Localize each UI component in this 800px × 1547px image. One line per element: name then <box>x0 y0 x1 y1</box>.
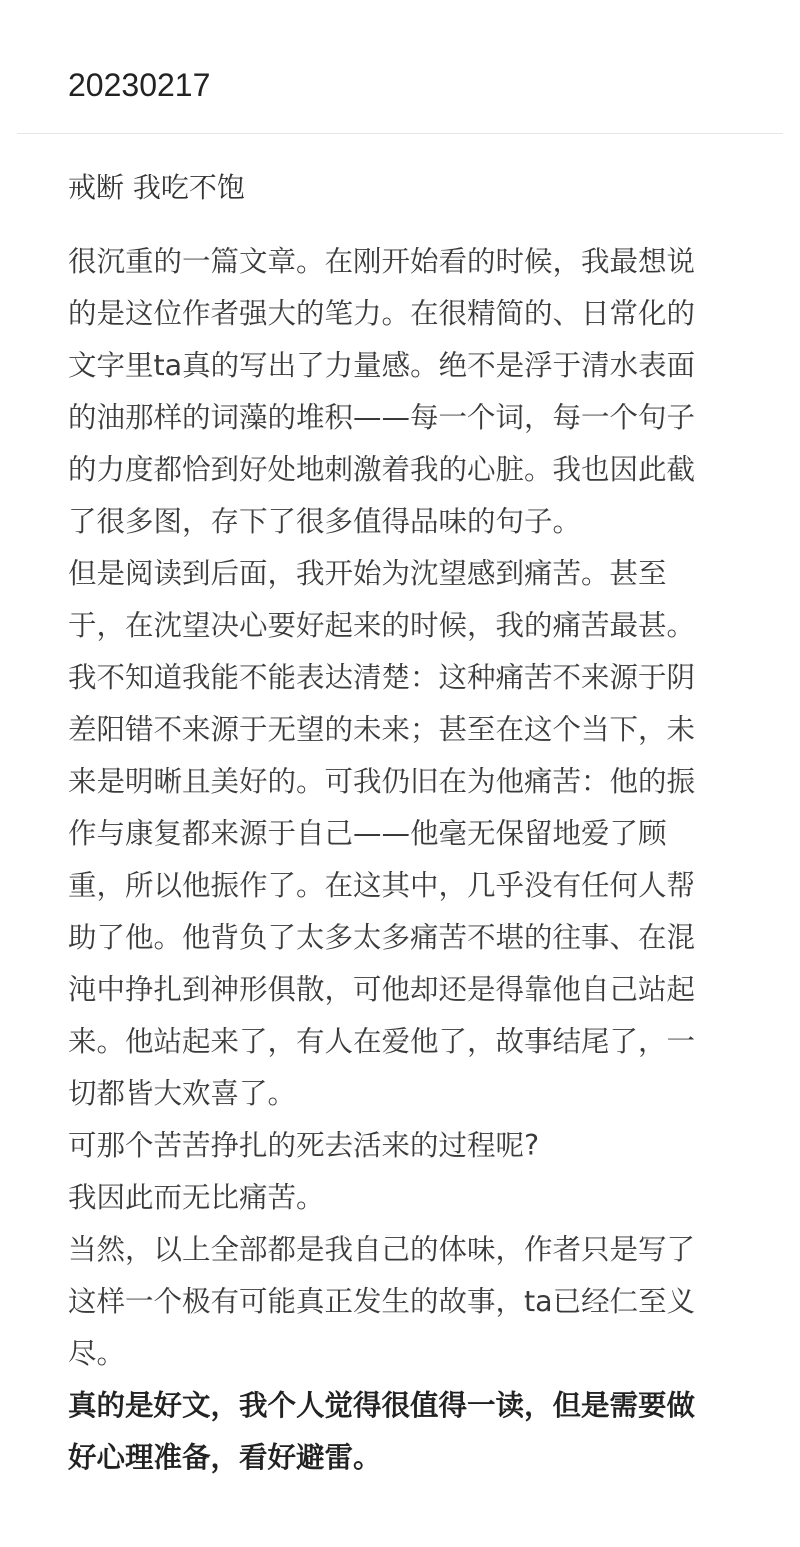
note-subtitle: 戒断 我吃不饱 <box>68 171 245 204</box>
text-line: 我不知道我能不能表达清楚：这种痛苦不来源于阴 <box>68 661 696 694</box>
text-line: 真的是好文，我个人觉得很值得一读，但是需要做 <box>68 1389 696 1422</box>
text-line: 当然，以上全部都是我自己的体味，作者只是写了 <box>68 1233 696 1266</box>
text-line: 重，所以他振作了。在这其中，几乎没有任何人帮 <box>68 869 696 902</box>
text-line: 的是这位作者强大的笔力。在很精简的、日常化的 <box>68 297 696 330</box>
text-line: 于，在沈望决心要好起来的时候，我的痛苦最甚。 <box>68 609 696 642</box>
text-line: 的油那样的词藻的堆积——每一个词，每一个句子 <box>68 401 696 434</box>
text-line: 作与康复都来源于自己——他毫无保留地爱了顾 <box>68 817 667 850</box>
text-line: 了很多图，存下了很多值得品味的句子。 <box>68 505 582 538</box>
text-line: 沌中挣扎到神形俱散，可他却还是得靠他自己站起 <box>68 973 696 1006</box>
text-line: 但是阅读到后面，我开始为沈望感到痛苦。甚至 <box>68 557 667 590</box>
text-line: 文字里ta真的写出了力量感。绝不是浮于清水表面 <box>68 349 696 382</box>
text-line: 我因此而无比痛苦。 <box>68 1181 325 1214</box>
text-line: 很沉重的一篇文章。在刚开始看的时候，我最想说 <box>68 245 696 278</box>
text-line: 这样一个极有可能真正发生的故事，ta已经仁至义 <box>68 1285 696 1318</box>
text-line: 差阳错不来源于无望的未来；甚至在这个当下，未 <box>68 713 696 746</box>
title-divider <box>17 133 783 134</box>
paragraph <box>68 236 748 548</box>
paragraph <box>68 1224 748 1380</box>
note-title: 20230217 <box>68 67 211 103</box>
text-line: 助了他。他背负了太多太多痛苦不堪的往事、在混 <box>68 921 696 954</box>
paragraph <box>68 1172 748 1224</box>
text-line: 尽。 <box>68 1337 126 1370</box>
note-body[interactable] <box>68 236 748 1484</box>
text-line: 好心理准备，看好避雷。 <box>68 1441 382 1474</box>
text-line: 的力度都恰到好处地刺激着我的心脏。我也因此截 <box>68 453 696 486</box>
text-line: 可那个苦苦挣扎的死去活来的过程呢? <box>68 1129 540 1162</box>
text-line: 来。他站起来了，有人在爱他了，故事结尾了，一 <box>68 1025 696 1058</box>
paragraph <box>68 548 748 1120</box>
paragraph <box>68 1120 748 1172</box>
text-line: 切都皆大欢喜了。 <box>68 1077 297 1110</box>
text-line: 来是明晰且美好的。可我仍旧在为他痛苦：他的振 <box>68 765 696 798</box>
bold-paragraph <box>68 1380 748 1484</box>
